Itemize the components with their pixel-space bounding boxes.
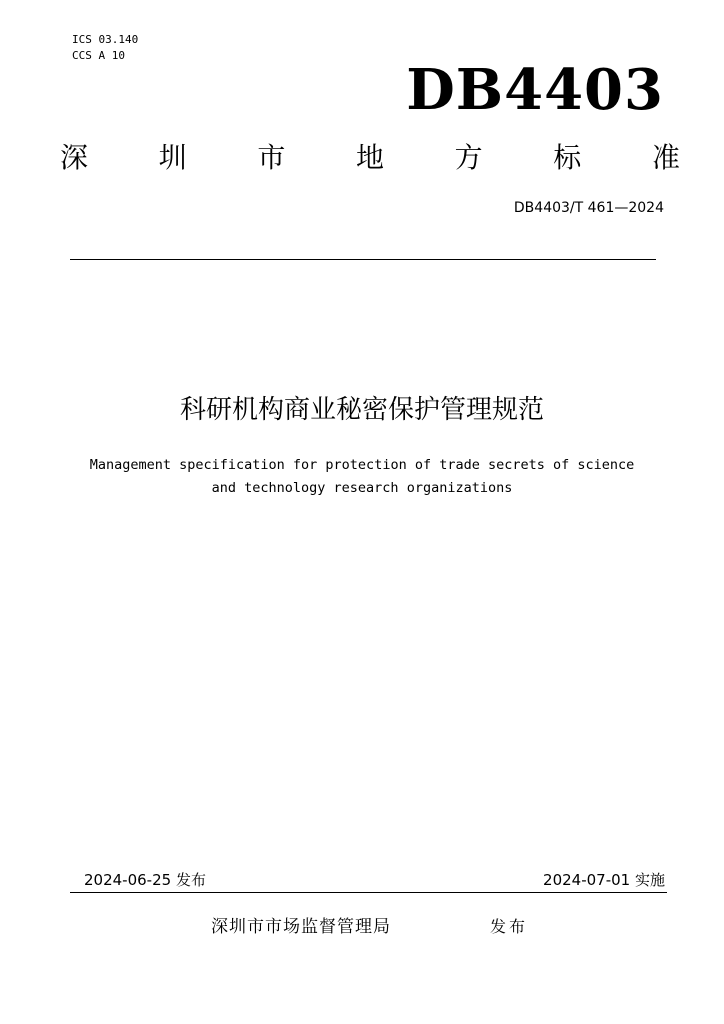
ccs-code: CCS A 10 [72, 49, 125, 62]
ics-code: ICS 03.140 [72, 33, 139, 46]
title-chinese: 科研机构商业秘密保护管理规范 [179, 395, 544, 425]
issue-label: 发布 [490, 917, 529, 936]
standard-code-heading: DB4403 [406, 57, 664, 123]
standard-type [60, 138, 680, 178]
implement-date: 2024-07-01 实施 [543, 871, 665, 889]
title-english [50, 454, 674, 500]
title-english-line: Management specification for protection of trade secrets of science [89, 457, 635, 473]
standard-type-char: 方 [454, 141, 483, 174]
standard-type-char: 圳 [158, 141, 187, 174]
publish-date: 2024-06-25 发布 [84, 871, 206, 889]
standard-type-char: 准 [651, 141, 680, 174]
issuing-authority: 深圳市市场监督管理局 [211, 917, 391, 937]
standard-type-char: 市 [257, 141, 286, 174]
standard-type-char: 标 [553, 141, 582, 174]
standard-type-char: 深 [60, 141, 89, 174]
title-english-line: and technology research organizations [211, 480, 513, 496]
header-divider [70, 259, 656, 260]
footer-divider [70, 892, 667, 893]
standard-number: DB4403/T 461—2024 [513, 200, 664, 216]
standard-type-char: 地 [355, 141, 384, 174]
